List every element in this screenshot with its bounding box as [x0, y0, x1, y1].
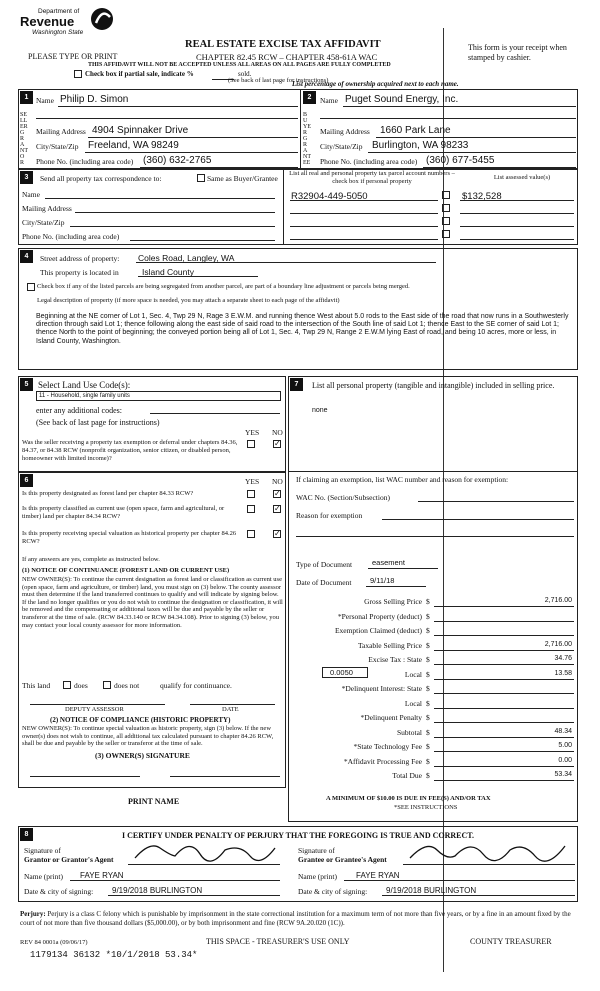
doc-type[interactable]: easement	[372, 558, 405, 567]
historic-title: (2) NOTICE OF COMPLIANCE (HISTORIC PROPERTY)	[50, 716, 231, 724]
deputy-assessor-label: DEPUTY ASSESSOR	[65, 706, 124, 713]
reason-label: Reason for exemption	[296, 511, 363, 520]
doc-date[interactable]: 9/11/18	[370, 576, 395, 585]
tax-label: Gross Selling Price	[364, 597, 422, 606]
tax-label: *Affidavit Processing Fee	[343, 757, 422, 766]
grantor-signature[interactable]	[130, 836, 280, 866]
wac-input[interactable]	[418, 501, 574, 502]
section-2-badge: 2	[303, 91, 316, 104]
personal-property-checkbox-1[interactable]	[442, 191, 450, 199]
tax-label: *Delinquent Interest: State	[341, 684, 422, 693]
grantee-name-label: Name (print)	[298, 872, 337, 881]
section-5-badge: 5	[20, 378, 33, 391]
page-title: REAL ESTATE EXCISE TAX AFFIDAVIT	[185, 39, 381, 50]
partial-sale-checkbox[interactable]	[74, 70, 82, 78]
list-percentage: List percentage of ownership acquired next to each name.	[292, 80, 459, 88]
qualify-label: qualify for continuance.	[160, 681, 232, 690]
seller-name-label: Name	[36, 96, 54, 105]
partial-sale-label: Check box if partial sale, indicate %	[85, 70, 194, 78]
please-type: PLEASE TYPE OR PRINT	[28, 52, 118, 61]
county[interactable]: Island County	[142, 267, 194, 277]
forest-land-question: Is this property designated as forest land per chapter 84.33 RCW?	[22, 490, 194, 497]
grantee-name[interactable]: FAYE RYAN	[356, 871, 400, 880]
certify-statement: I CERTIFY UNDER PENALTY OF PERJURY THAT THE FOREGOING IS TRUE AND CORRECT.	[122, 831, 475, 840]
section-7-badge: 7	[290, 378, 303, 391]
tax-label: Subtotal	[396, 728, 422, 737]
print-name-label: PRINT NAME	[128, 797, 180, 806]
send-label: Send all property tax correspondence to:	[40, 174, 162, 183]
section-8-badge: 8	[20, 828, 33, 841]
s5-see-back: (See back of last page for instructions)	[36, 418, 160, 427]
if-yes-note: If any answers are yes, complete as instructed below.	[22, 556, 160, 563]
seller-address[interactable]: 4904 Spinnaker Drive	[92, 125, 189, 136]
s6-no: NO	[272, 477, 283, 486]
tax-value[interactable]: 48.34	[554, 728, 572, 735]
tax-currency: $	[426, 713, 430, 722]
q1-yes-checkbox[interactable]	[247, 490, 255, 498]
q2-yes-checkbox[interactable]	[247, 505, 255, 513]
segregate-label: Check box if any of the listed parcels are being segregated from another parcel, are part of a boundary line adjustment or parcels being merged.	[37, 283, 410, 290]
seller-address-label: Mailing Address	[36, 127, 86, 136]
see-back: (See back of last page for instructions)	[228, 77, 329, 84]
personal-property-label: List all personal property (tangible and intangible) included in selling price.	[312, 381, 555, 390]
historic-text: NEW OWNER(S): To continue special valuation as historic property, sign (3) below. If the new owner(s) does not wish to continue, all additional tax calculated pursuant to chapter 84.26 RCW, shall be due and payable by the seller or transferor at the time of sale.	[22, 725, 274, 748]
tax-value[interactable]: 13.58	[554, 670, 572, 677]
tax-currency: $	[426, 655, 430, 664]
s5-yes: YES	[245, 428, 260, 437]
buyer-name-label: Name	[320, 96, 338, 105]
continuance-title: (1) NOTICE OF CONTINUANCE (FOREST LAND OR CURRENT USE)	[22, 567, 230, 574]
q2-no-checkbox[interactable]: ✓	[274, 504, 281, 513]
seller-city-label: City/State/Zip	[36, 142, 79, 151]
tax-value[interactable]: 34.76	[554, 655, 572, 662]
s3-address-label: Mailing Address	[22, 204, 72, 213]
section-6-badge: 6	[20, 474, 33, 487]
this-land-label: This land	[22, 681, 51, 690]
buyer-address[interactable]: 1660 Park Lane	[380, 125, 451, 136]
segregate-checkbox[interactable]	[27, 283, 35, 291]
personal-property-value[interactable]: none	[312, 407, 328, 414]
buyer-city-label: City/State/Zip	[320, 142, 363, 151]
seller-phone[interactable]: (360) 632-2765	[143, 155, 212, 166]
logo-revenue: Revenue	[20, 14, 75, 29]
land-use-value: 11 - Household, single family units	[39, 393, 130, 399]
q3-no-checkbox[interactable]: ✓	[274, 529, 281, 538]
buyer-phone-label: Phone No. (including area code)	[320, 157, 418, 166]
grantee-date[interactable]: 9/19/2018 BURLINGTON	[386, 886, 477, 895]
tax-currency: $	[426, 597, 430, 606]
local-rate: 0.0050	[330, 668, 353, 677]
does-checkbox[interactable]	[63, 681, 71, 689]
grantor-date-label: Date & city of signing:	[24, 887, 94, 896]
assessed-header: List assessed value(s)	[493, 174, 551, 181]
tax-label: *Delinquent Penalty	[360, 713, 422, 722]
receipt-stamp: 1179134 36132 *10/1/2018 53.34*	[30, 950, 198, 960]
s3-city-label: City/State/Zip	[22, 218, 65, 227]
parcel-number[interactable]: R32904-449-5050	[291, 191, 368, 202]
s5-no: NO	[272, 428, 283, 437]
same-as-buyer-label: Same as Buyer/Grantee	[207, 174, 278, 183]
exemption-question: Was the seller receiving a property tax exemption or deferral under chapters 84.36, 84.37, or 84.38 RCW (nonprofit organization, senior citizen, or disabled person, homeowner with limited income)?	[22, 439, 238, 462]
tax-currency: $	[426, 670, 430, 679]
grantee-sig-label: Signature of	[298, 846, 335, 855]
logo-state: Washington State	[32, 29, 84, 36]
tax-currency: $	[426, 626, 430, 635]
seller-city[interactable]: Freeland, WA 98249	[88, 140, 179, 151]
personal-property-checkbox-2[interactable]	[442, 204, 450, 212]
grantee-signature[interactable]	[405, 836, 570, 866]
receipt-note: This form is your receipt when stamped by cashier.	[468, 43, 567, 62]
does-label: does	[74, 681, 88, 690]
buyer-side-label: BUYER GRANTEE	[303, 112, 311, 166]
tax-currency: $	[426, 728, 430, 737]
q3-yes-checkbox[interactable]	[247, 530, 255, 538]
grantee-date-label: Date & city of signing:	[298, 887, 368, 896]
grantor-sig-label: Signature of	[24, 846, 61, 855]
assessor-date-label: DATE	[222, 706, 239, 713]
tax-currency: $	[426, 699, 430, 708]
buyer-city[interactable]: Burlington, WA 98233	[372, 140, 469, 151]
logo-dept: Department of	[38, 8, 80, 15]
historic-question: Is this property receiving special valuation as historical property per chapter 84.26 RCW?	[22, 530, 237, 545]
seller-phone-label: Phone No. (including area code)	[36, 157, 134, 166]
s5-no-checkbox[interactable]: ✓	[274, 439, 281, 448]
sold-label: sold.	[238, 70, 252, 78]
legal-label: Legal description of property (if more space is needed, you may attach a separate sheet to each page of the affidavit)	[37, 297, 340, 304]
doc-date-label: Date of Document	[296, 578, 352, 587]
grantor-name[interactable]: FAYE RYAN	[80, 871, 124, 880]
q1-no-checkbox[interactable]: ✓	[274, 489, 281, 498]
s3-phone-label: Phone No. (including area code)	[22, 232, 120, 241]
same-as-buyer-checkbox[interactable]	[197, 174, 205, 182]
tax-label: Local	[404, 670, 422, 679]
tax-currency: $	[426, 771, 430, 780]
treasurer-space: THIS SPACE - TREASURER'S USE ONLY	[206, 937, 350, 946]
tax-value[interactable]: 2,716.00	[544, 597, 572, 604]
continuance-text: NEW OWNER(S): To continue the current designation as forest land or classification as current use (open space, farm and agriculture, or timber) land, you must sign on (3) below. The county assessor must then determine if the land transferred continues to qualify and will indicate by signing below. If the land no longer qualifies or you do not wish to continue the designation or classification, it will be removed and the compensating or additional taxes will be due and payable by the seller or transferor at the time of sale. (RCW 84.33.140 or RCW 84.34.108). Prior to signing (3) below, you may contact your local county assessor for more information.	[22, 576, 283, 629]
current-use-question: Is this property classified as current use (open space, farm and agricultural, or timber) land per chapter 84.34 RCW?	[22, 505, 225, 520]
grantor-name-label: Name (print)	[24, 872, 63, 881]
perjury-note: Perjury: Perjury is a class C felony which is punishable by imprisonment in the state correctional institution for a maximum term of not more than five years, or by a fine in an amount fixed by the court of not more than five thousand dollars ($5,000.00), or by both imprisonment and fine (RCW 9A.20.020 (1C)).	[20, 910, 571, 927]
rev-number: REV 84 0001a (09/06/17)	[20, 939, 88, 946]
buyer-name[interactable]: Puget Sound Energy, Inc.	[345, 94, 459, 105]
tax-currency: $	[426, 684, 430, 693]
tax-label: *Personal Property (deduct)	[337, 612, 422, 621]
assessed-value[interactable]: $132,528	[462, 191, 502, 202]
grantee-sig-label-2: Grantee or Grantee's Agent	[298, 855, 387, 864]
section-3-badge: 3	[20, 171, 33, 184]
tax-currency: $	[426, 641, 430, 650]
grantor-date[interactable]: 9/19/2018 BURLINGTON	[112, 886, 203, 895]
seller-side-label: SELLER GRANTOR	[20, 112, 28, 166]
exemption-label: If claiming an exemption, list WAC number and reason for exemption:	[296, 475, 509, 484]
tax-label: Exemption Claimed (deduct)	[334, 626, 422, 635]
legal-description[interactable]: Beginning at the NE corner of Lot 1, Sec. 4, Twp 29 N, Rage 3 E.W.M. and running thence West about 5.0 rods to the East side of the road that now runs in a Southwesterly direction through said Lot 1; thence following along the east side of said road to the intersection of the South line of said Lot 1; thence East to the SE corner of said Lot 1; thence North to the point of beginning; the conveyed portion being all of Lot 1, Sec. 4, Twp 29 N, Range 2 E.W.M lying East of road, and being 10 acres, more or less, in Island County, Washington.	[36, 313, 569, 345]
buyer-phone[interactable]: (360) 677-5455	[426, 155, 495, 166]
does-not-checkbox[interactable]	[103, 681, 111, 689]
tax-value[interactable]: 2,716.00	[544, 641, 572, 648]
tax-label: Local	[404, 699, 422, 708]
tax-label: Total Due	[392, 771, 422, 780]
tax-label: Excise Tax : State	[368, 655, 422, 664]
section-1-badge: 1	[20, 91, 33, 104]
street-label: Street address of property:	[40, 254, 120, 263]
tax-currency: $	[426, 742, 430, 751]
personal-property-checkbox-4[interactable]	[442, 230, 450, 238]
personal-property-checkbox-3[interactable]	[442, 217, 450, 225]
does-not-label: does not	[114, 681, 140, 690]
doc-type-label: Type of Document	[296, 560, 353, 569]
tax-label: *State Technology Fee	[353, 742, 422, 751]
wac-label: WAC No. (Section/Subsection)	[296, 493, 390, 502]
see-instructions: *SEE INSTRUCTIONS	[394, 804, 458, 811]
parcel-header: List all real and personal property tax parcel account numbers – check box if personal property	[289, 170, 455, 185]
tax-value[interactable]: 5.00	[558, 742, 572, 749]
reason-input[interactable]	[382, 519, 574, 520]
grantor-sig-label-2: Grantor or Grantor's Agent	[24, 855, 114, 864]
land-use-label: Select Land Use Code(s):	[38, 380, 131, 390]
county-treasurer: COUNTY TREASURER	[470, 937, 552, 946]
additional-codes-label: enter any additional codes:	[36, 406, 122, 415]
s5-yes-checkbox[interactable]	[247, 440, 255, 448]
s6-yes: YES	[245, 477, 260, 486]
tax-label: Taxable Selling Price	[357, 641, 422, 650]
s3-name-label: Name	[22, 190, 40, 199]
section-4-box	[18, 248, 578, 370]
street-address[interactable]: Coles Road, Langley, WA	[138, 253, 235, 263]
buyer-address-label: Mailing Address	[320, 127, 370, 136]
tax-currency: $	[426, 757, 430, 766]
tax-value[interactable]: 53.34	[554, 771, 572, 778]
seller-name[interactable]: Philip D. Simon	[60, 94, 129, 105]
minimum-note: A MINIMUM OF $10.00 IS DUE IN FEE(S) AND/OR TAX	[326, 795, 491, 802]
tax-value[interactable]: 0.00	[558, 757, 572, 764]
section-4-badge: 4	[20, 250, 33, 263]
tax-currency: $	[426, 612, 430, 621]
chapters: CHAPTER 82.45 RCW – CHAPTER 458-61A WAC	[196, 52, 378, 62]
located-label: This property is located in	[40, 268, 119, 277]
warning: THIS AFFIDAVIT WILL NOT BE ACCEPTED UNLESS ALL AREAS ON ALL PAGES ARE FULLY COMPLETED	[88, 62, 391, 68]
owner-signature-label: (3) OWNER(S) SIGNATURE	[95, 751, 190, 760]
